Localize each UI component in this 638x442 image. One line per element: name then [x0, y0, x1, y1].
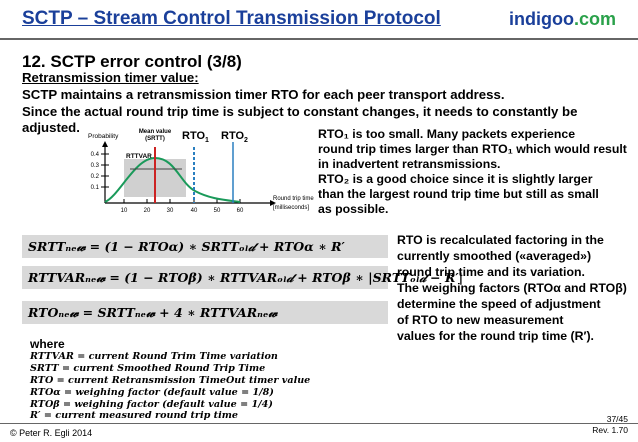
body-line: Since the actual round trip time is subject to constant changes, it needs to constantly be: [22, 104, 578, 119]
brand-logo: indigoo.com: [509, 9, 616, 29]
recalc-line: of RTO to new measurement: [397, 313, 564, 327]
definition-line: R′ = current measured round trip time: [30, 410, 239, 421]
footer-divider: [0, 423, 638, 424]
revision: Rev. 1.70: [592, 425, 628, 435]
explanation-line: than the largest round trip time but still as small: [318, 187, 599, 201]
y-tick-label: 0.1: [90, 185, 99, 191]
definition-line: RTOβ = weighing factor (default value = 1/4): [30, 399, 273, 410]
recalc-line: determine the speed of adjustment: [397, 297, 601, 311]
definition-line: SRTT = current Smoothed Round Trip Time: [30, 363, 266, 374]
explanation-line: RTO₂ is a good choice since it is slightly larger: [318, 172, 593, 186]
recalc-line: round trip time and its variation.: [397, 265, 585, 279]
body-line: adjusted.: [22, 120, 80, 135]
x-axis-label: [milliseconds]: [273, 205, 310, 211]
header-divider: [0, 38, 638, 40]
where-label: where: [30, 337, 65, 351]
srtt-formula: SRTTₙₑ𝓌 = (1 − RTOα) ∗ SRTTₒₗ𝒹 + RTOα ∗ R′: [22, 235, 388, 258]
explanation-line: as possible.: [318, 202, 389, 216]
x-tick-label: 40: [190, 208, 198, 214]
rto2-label: $RTO_2$: [221, 130, 248, 144]
rtt-distribution-figure: [80, 125, 320, 220]
explanation-line: in inadvertent retransmissions.: [318, 157, 501, 171]
definition-line: RTOα = weighing factor (default value = 1/8): [30, 387, 274, 398]
page-number: 37/45: [606, 414, 628, 424]
x-tick-label: 30: [166, 208, 174, 214]
x-tick-label: 60: [236, 208, 244, 214]
subheading: Retransmission timer value:: [22, 70, 199, 85]
definition-line: RTTVAR = current Round Trim Time variation: [30, 351, 278, 362]
recalc-line: The weighing factors (RTOα and RTOβ): [397, 281, 627, 295]
explanation-line: RTO₁ is too small. Many packets experience: [318, 127, 576, 141]
section-heading: 12. SCTP error control (3/8): [22, 52, 242, 71]
page-info: [592, 414, 628, 436]
x-axis-label: Round trip time: [273, 196, 314, 202]
recalc-line: values for the round trip time (R′).: [397, 329, 594, 343]
x-tick-label: 20: [143, 208, 151, 214]
x-tick-label: 10: [120, 208, 128, 214]
recalc-line: currently smoothed («averaged»): [397, 249, 592, 263]
rto1-label: $RTO_1$: [182, 130, 209, 144]
rttvar-formula: RTTVARₙₑ𝓌 = (1 − RTOβ) ∗ RTTVARₒₗ𝒹 + RTOβ ∗ |SRTTₒₗ𝒹 − R′|: [22, 266, 388, 289]
slide-title: SCTP – Stream Control Transmission Protocol: [22, 8, 441, 29]
definition-line: RTO = current Retransmission TimeOut timer value: [30, 375, 311, 386]
x-tick-label: 50: [213, 208, 221, 214]
recalc-line: RTO is recalculated factoring in the: [397, 233, 604, 247]
rto-formula: RTOₙₑ𝓌 = SRTTₙₑ𝓌 + 4 ∗ RTTVARₙₑ𝓌: [22, 301, 388, 324]
copyright: © Peter R. Egli 2014: [10, 428, 93, 438]
rttvar-label: RTTVAR: [126, 153, 152, 160]
mean-label: Mean value: [138, 129, 172, 135]
explanation-line: round trip times larger than RTO₁ which would result: [318, 142, 627, 156]
body-line: SCTP maintains a retransmission timer RTO for each peer transport address.: [22, 87, 505, 102]
y-tick-label: 0.4: [90, 152, 99, 158]
mean-label: (SRTT): [145, 136, 165, 142]
y-axis-label: Probability: [88, 133, 119, 140]
y-tick-label: 0.2: [90, 174, 99, 180]
y-tick-label: 0.3: [90, 163, 99, 169]
